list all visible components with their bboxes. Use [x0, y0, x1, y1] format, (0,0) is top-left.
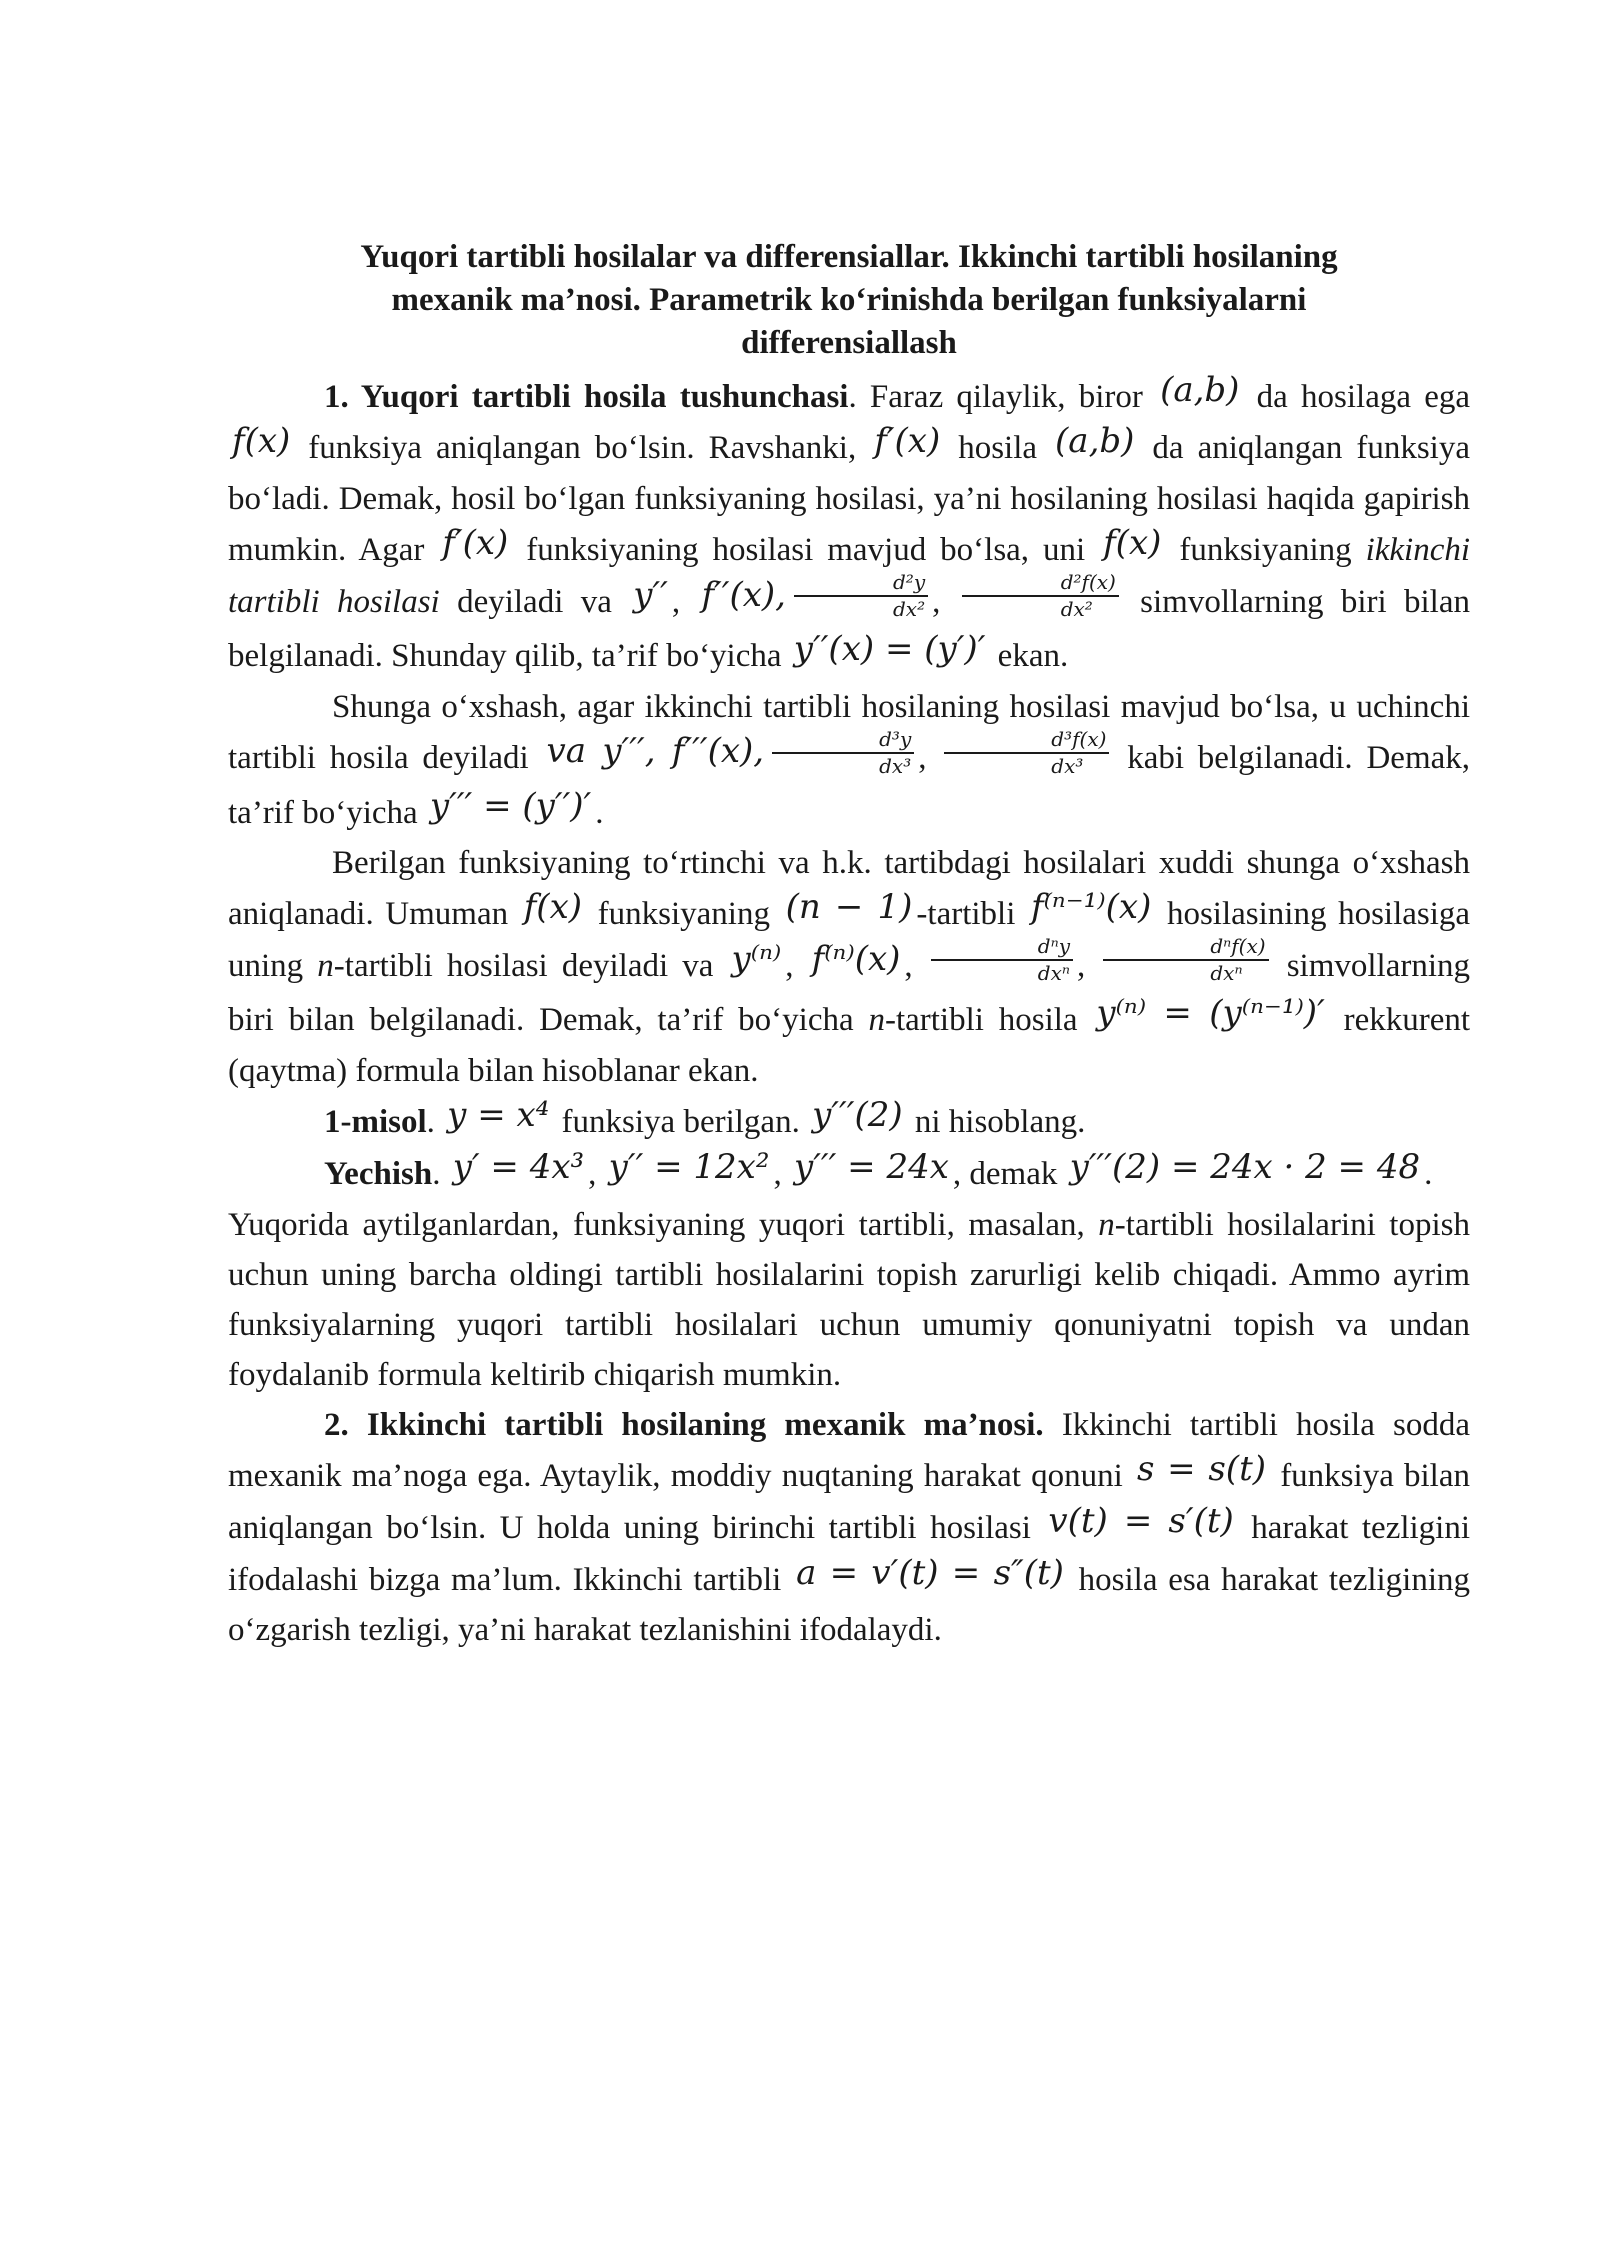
math-formula: s = s(t) [1136, 1449, 1267, 1490]
fraction [772, 727, 914, 779]
text-run: simvollarning biri bilan belgilanadi. Shunday qilib, ta’rif bo‘yicha [228, 583, 1470, 675]
text-run: funksiya bilan aniqlangan bo‘lsin. U holda uning birinchi tartibli hosilasi [228, 1458, 1470, 1547]
math-formula: f⁽ⁿ⁾(x) [811, 939, 901, 980]
math-formula: f′(x) [442, 523, 509, 564]
math-formula: y′′ [633, 574, 668, 615]
math-formula: f⁽ⁿ⁻¹⁾(x) [1031, 887, 1152, 928]
fraction-denominator: dx² [1060, 597, 1093, 622]
math-formula: y′′′(2) [812, 1095, 903, 1136]
text-run: -tartibli hosila [884, 1002, 1078, 1039]
example-label: 1-misol [324, 1104, 427, 1141]
paragraph-example: 1-misol. y = x⁴ funksiya berilgan. y′′′(2) ni hisoblang. [324, 1095, 1086, 1141]
fraction-denominator: dxⁿ [1210, 961, 1243, 986]
text-run: funksiya aniqlangan bo‘lsin. Ravshanki, [308, 430, 857, 467]
text-run: ni hisoblang. [914, 1104, 1086, 1141]
title-line: Yuqori tartibli hosilalar va differensiallar. Ikkinchi tartibli hosilaning [360, 239, 1338, 275]
fraction [931, 934, 1073, 986]
math-formula: va y′′′, f′′′(x), [546, 731, 765, 772]
paragraph-third-derivative: Shunga o‘xshash, agar ikkinchi tartibli hosilaning hosilasi mavjud bo‘lsa, u uchinchi tartibli hosila deyiladi va y′′′, f′′′(x), $\frac{\text{d³y}}{\text{dx³}}$ , $\frac{\text{d³f(x)}}{\text{dx³}}$ kabi belgilanadi. Demak, ta’rif bo‘yicha y′′′ = (y′′)′ . [228, 688, 1471, 831]
paragraph-remark [228, 1200, 1470, 1401]
text-run: hosila [958, 430, 1038, 467]
fraction-numerator: dⁿy [931, 934, 1073, 961]
math-formula: y′′ = 12x² [608, 1146, 770, 1187]
math-formula: f′′(x), [701, 574, 786, 615]
fraction-numerator: d²y [794, 570, 928, 597]
math-formula: f(x) [1103, 523, 1162, 564]
math-formula: y′′′(2) = 24x · 2 = 48 [1069, 1146, 1421, 1187]
text-run: . Faraz qilaylik, biror [848, 378, 1143, 415]
text-run: hosilasining hosilasiga uning [228, 896, 1471, 985]
section-heading: 1. Yuqori tartibli hosila tushunchasi [324, 378, 849, 415]
fraction [794, 570, 928, 622]
paragraph-section1: 1. Yuqori tartibli hosila tushunchasi. Faraz qilaylik, biror (a,b) da hosilaga ega f(x) funksiya aniqlangan bo‘lsin. Ravshanki, f′(x) hosila (a,b) da aniqlangan funksiya bo‘ladi. Demak, hosil bo‘lgan funksiyaning hosilasi, ya’ni hosilaning hosilasi haqida gapirish mumkin. Agar f′(x) funksiyaning hosilasi mavjud bo‘lsa, uni f(x) funksiyaning ikkinchi tartibli hosilasi deyiladi va y′′ , f′′(x), $\frac{\text{d²y}}{\text{dx²}}$ , $\frac{\text{d²f(x)}}{\text{dx²}}$ simvollarning biri bilan belgilanadi. Shunday qilib, ta’rif bo‘yicha y′′(x) = (y′)′ ekan. [228, 369, 1471, 675]
text-run: Yuqorida aytilganlardan, funksiyaning yuqori tartibli, masalan, [228, 1206, 1085, 1243]
document-page [228, 236, 1470, 1656]
variable-n: n [868, 1002, 885, 1039]
fraction-numerator: dⁿf(x) [1103, 934, 1268, 961]
math-formula: (a,b) [1160, 369, 1240, 410]
math-formula: y = x⁴ [447, 1095, 550, 1136]
math-formula: v(t) = s′(t) [1048, 1501, 1234, 1542]
math-formula: y′′(x) = (y′)′ [793, 629, 986, 670]
text-run: da hosilaga ega [1256, 378, 1471, 415]
text-run: hosila esa harakat tezligining o‘zgarish tezligi, ya’ni harakat tezlanishini ifodalaydi. [228, 1561, 1471, 1649]
text-run: -tartibli hosilalarini topish uchun uning barcha oldingi tartibli hosilalarini topish zarurligi kelib chiqadi. Ammo ayrim funksiyalarning yuqori tartibli hosilalari uchun umumiy qonuniyatni topish va undan foydalanib formula keltirib chiqarish mumkin. [228, 1206, 1470, 1394]
text-run: harakat tezligini ifodalashi bizga ma’lum. Ikkinchi tartibli [228, 1510, 1471, 1598]
text-run: rekkurent (qaytma) formula bilan hisoblanar ekan. [228, 1002, 1471, 1090]
math-formula: a = v′(t) = s″(t) [796, 1552, 1064, 1593]
fraction [1103, 934, 1268, 986]
math-formula: y′ = 4x³ [452, 1146, 585, 1187]
text-run: Shunga o‘xshash, agar ikkinchi tartibli hosilaning hosilasi mavjud bo‘lsa, u uchinchi tartibli hosila deyiladi [228, 688, 1470, 777]
math-formula: (n − 1) [785, 887, 913, 928]
text-run: funksiya berilgan. [561, 1104, 800, 1141]
text-run: -tartibli hosilasi deyiladi va [333, 948, 714, 985]
title-line: mexanik ma’nosi. Parametrik ko‘rinishda berilgan funksiyalarni [391, 281, 1307, 318]
math-formula: (a,b) [1055, 421, 1135, 462]
title-line: differensiallash [741, 324, 957, 361]
math-formula: f′(x) [874, 421, 941, 462]
math-formula: f(x) [523, 887, 583, 928]
math-formula: f(x) [232, 421, 291, 462]
math-formula: y⁽ⁿ⁾ [731, 939, 782, 980]
text-run: simvollarning biri bilan belgilanadi. Demak, ta’rif bo‘yicha [228, 948, 1471, 1039]
fraction-numerator: d³f(x) [944, 727, 1109, 754]
fraction-denominator: dx³ [879, 753, 912, 778]
text-run: funksiyaning [1179, 532, 1352, 569]
text-run: -tartibli [916, 896, 1016, 933]
math-formula: y⁽ⁿ⁾ = (y⁽ⁿ⁻¹⁾)′ [1096, 993, 1325, 1034]
fraction-denominator: dxⁿ [1037, 961, 1070, 986]
emphasis-term: ikkinchi tartibli hosilasi [228, 532, 1471, 620]
fraction [944, 727, 1109, 779]
text-run: funksiyaning [597, 896, 770, 933]
text-run: Berilgan funksiyaning to‘rtinchi va h.k. tartibdagi hosilalari xuddi shunga o‘xshash aniqlanadi. Umuman [228, 845, 1470, 933]
text-run: funksiyaning hosilasi mavjud bo‘lsa, uni [526, 532, 1086, 569]
math-formula: y′′′ = 24x [793, 1146, 949, 1187]
text-run: Ikkinchi tartibli hosila sodda mexanik ma’noga ega. Aytaylik, moddiy nuqtaning harakat qonuni [228, 1407, 1470, 1495]
solution-label: Yechish [324, 1155, 433, 1192]
text-run: da aniqlangan funksiya bo‘ladi. Demak, hosil bo‘lgan funksiyaning hosilasi, ya’ni hosilaning hosilasi haqida gapirish mumkin. Agar [228, 430, 1470, 569]
section-heading: 2. Ikkinchi tartibli hosilaning mexanik ma’nosi. [324, 1407, 1044, 1444]
text-run: ekan. [997, 638, 1069, 675]
paragraph-nth-derivative: Berilgan funksiyaning to‘rtinchi va h.k. tartibdagi hosilalari xuddi shunga o‘xshash aniqlanadi. Umuman f(x) funksiyaning (n − 1) -tartibli f⁽ⁿ⁻¹⁾(x) hosilasining hosilasiga uning n-tartibli hosilasi deyiladi va y⁽ⁿ⁾ , f⁽ⁿ⁾(x) , $\frac{\text{dⁿy}}{\text{dxⁿ}}$ , $\frac{\text{dⁿf(x)}}{\text{dxⁿ}}$ simvollarning biri bilan belgilanadi. Demak, ta’rif bo‘yicha n-tartibli hosila y⁽ⁿ⁾ = (y⁽ⁿ⁻¹⁾)′ rekkurent (qaytma) formula bilan hisoblanar ekan. [228, 845, 1471, 1090]
paragraph-solution: Yechish. y′ = 4x³ , y′′ = 12x² , y′′′ = 24x , demak y′′′(2) = 24x · 2 = 48 . [324, 1146, 1433, 1192]
fraction [962, 570, 1119, 622]
fraction-numerator: d²f(x) [962, 570, 1119, 597]
variable-n: n [1098, 1206, 1115, 1243]
paragraph-section2 [228, 1400, 1470, 1655]
fraction-denominator: dx³ [1051, 753, 1084, 778]
fraction-numerator: d³y [772, 727, 914, 754]
text-run: deyiladi va [457, 583, 612, 620]
text-run: , demak [952, 1155, 1058, 1192]
document-title [228, 236, 1470, 365]
fraction-denominator: dx² [893, 597, 926, 622]
variable-n: n [317, 948, 334, 985]
text-run: kabi belgilanadi. Demak, ta’rif bo‘yicha [228, 740, 1471, 831]
math-formula: y′′′ = (y′′)′ [429, 785, 592, 826]
